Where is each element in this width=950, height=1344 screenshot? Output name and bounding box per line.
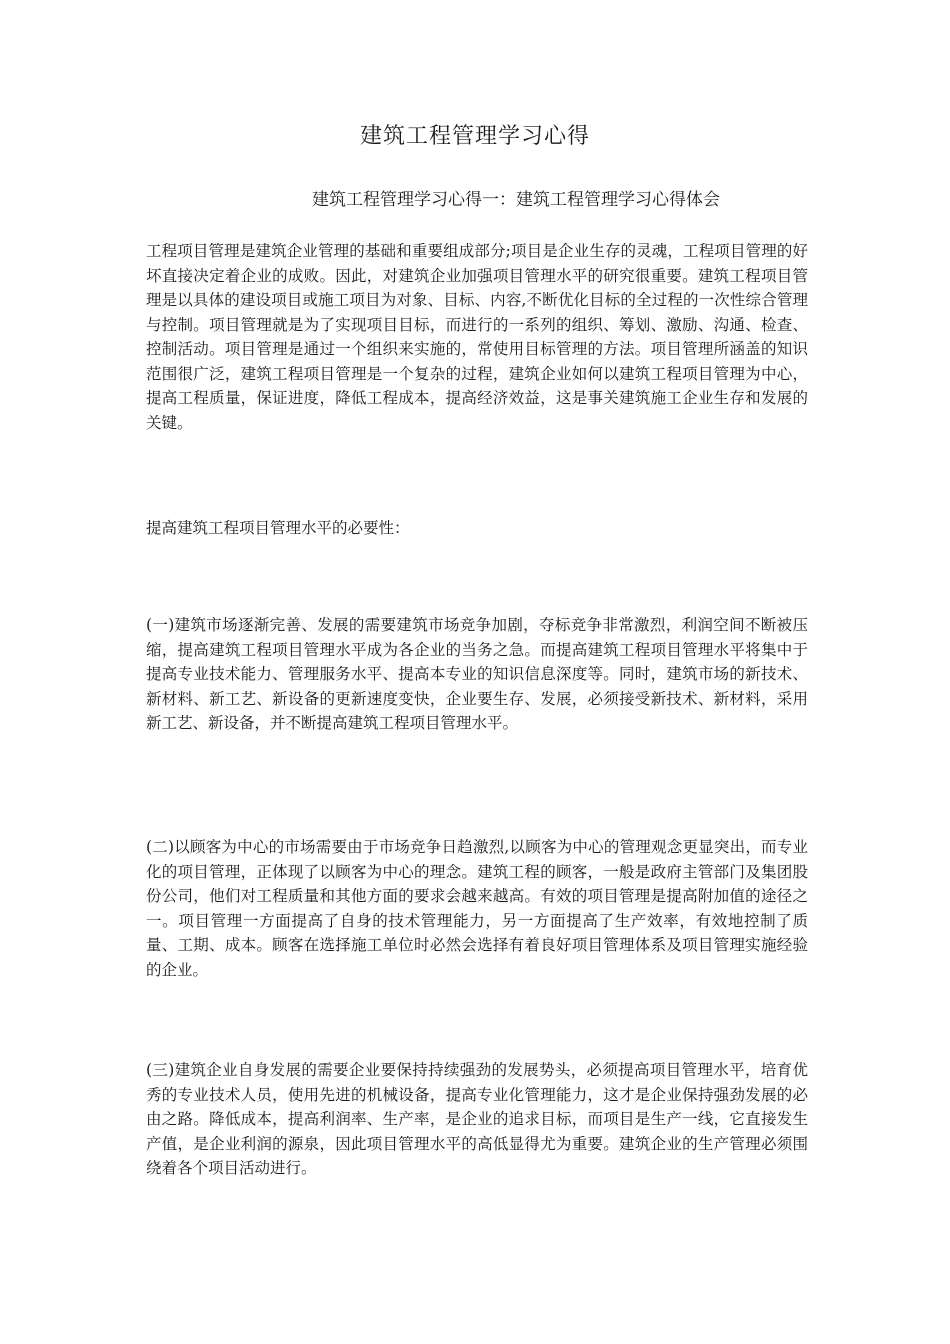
- document-title: 建筑工程管理学习心得: [359, 124, 590, 149]
- section-one-paragraph: (一)建筑市场逐渐完善、发展的需要建筑市场竞争加剧，夺标竞争非常激烈，利润空间不断被压缩，提高建筑工程项目管理水平成为各企业的当务之急。而提高建筑工程项目管理水平将集中于提高专业技术能力、管理服务水平、提高本专业的知识信息深度等。同时，建筑市场的新技术、新材料、新工艺、新设备的更新速度变快，企业要生存、发展，必须接受新技术、新材料，采用新工艺、新设备，并不断提高建筑工程项目管理水平。: [146, 616, 808, 732]
- section-two-paragraph: (二)以顾客为中心的市场需要由于市场竞争日趋激烈,以顾客为中心的管理观念更显突出，而专业化的项目管理，正体现了以顾客为中心的理念。建筑工程的顾客，一般是政府主管部门及集团股份公司，他们对工程质量和其他方面的要求会越来越高。有效的项目管理是提高附加值的途径之一。项目管理一方面提高了自身的技术管理能力，另一方面提高了生产效率，有效地控制了质量、工期、成本。顾客在选择施工单位时必然会选择有着良好项目管理体系及项目管理实施经验的企业。: [146, 838, 808, 979]
- intro-paragraph: 工程项目管理是建筑企业管理的基础和重要组成部分;项目是企业生存的灵魂，工程项目管理的好坏直接决定着企业的成败。因此，对建筑企业加强项目管理水平的研究很重要。建筑工程项目管理是以具体的建设项目或施工项目为对象、目标、内容,不断优化目标的全过程的一次性综合管理与控制。项目管理就是为了实现项目目标，而进行的一系列的组织、筹划、激励、沟通、检查、控制活动。项目管理是通过一个组织来实施的，常使用目标管理的方法。项目管理所涵盖的知识范围很广泛，建筑工程项目管理是一个复杂的过程，建筑企业如何以建筑工程项目管理为中心，提高工程质量，保证进度，降低工程成本，提高经济效益，这是事关建筑施工企业生存和发展的关键。: [146, 242, 808, 432]
- section-heading: 提高建筑工程项目管理水平的必要性：: [146, 519, 410, 537]
- section-three-paragraph: (三)建筑企业自身发展的需要企业要保持持续强劲的发展势头，必须提高项目管理水平，培育优秀的专业技术人员，使用先进的机械设备，提高专业化管理能力，这才是企业保持强劲发展的必由之路。降低成本，提高利润率、生产率，是企业的追求目标，而项目是生产一线，它直接发生产值，是企业利润的源泉，因此项目管理水平的高低显得尤为重要。建筑企业的生产管理必须围绕着各个项目活动进行。: [146, 1061, 808, 1177]
- document-subtitle: 建筑工程管理学习心得一：建筑工程管理学习心得体会: [312, 190, 720, 210]
